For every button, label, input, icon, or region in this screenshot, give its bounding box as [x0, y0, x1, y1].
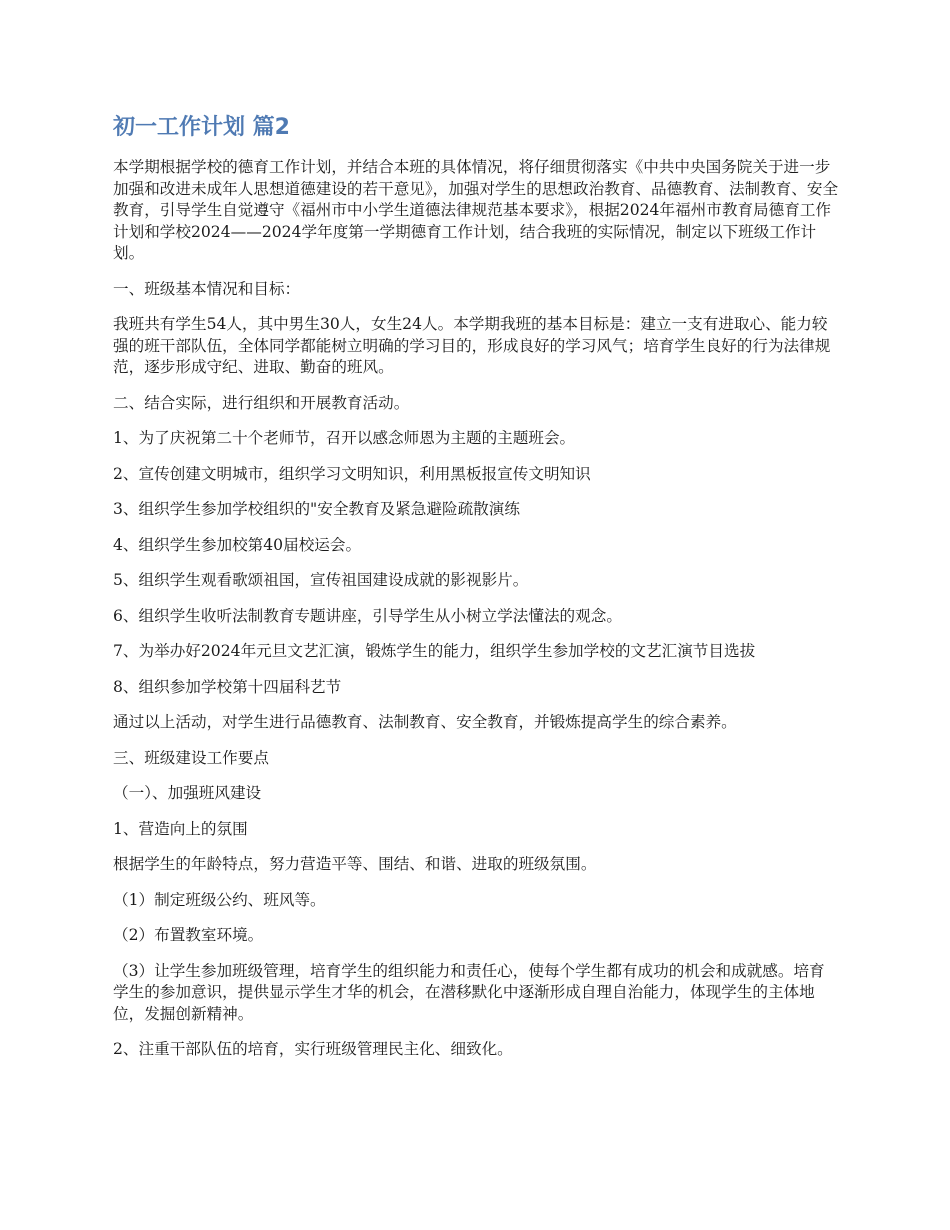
atmosphere-paragraph: 根据学生的年龄特点，努力营造平等、围结、和谐、进取的班级氛围。 — [113, 855, 597, 873]
section-heading-1: 一、班级基本情况和目标： — [113, 279, 301, 298]
class-info-paragraph: 我班共有学生54人，其中男生30人，女生24人。本学期我班的基本目标是：建立一支有进取心、能力较强的班干部队伍，全体同学都能树立明确的学习目的，形成良好的学习风气；培育学生良好的行为法律规范，逐步形成守纪、进取、勤奋的班风。 — [113, 315, 831, 376]
sub-item-3: （3）让学生参加班级管理，培育学生的组织能力和责任心，使每个学生都有成功的机会和成就感。培育学生的参加意识，提供显示学生才华的机会，在潜移默化中逐渐形成自理自治能力，体现学生的主体地位，发掘创新精神。 — [113, 961, 825, 1023]
activity-item-5: 5、组织学生观看歌颂祖国，宣传祖国建设成就的影视影片。 — [113, 571, 529, 589]
activity-summary-paragraph: 通过以上活动，对学生进行品德教育、法制教育、安全教育，并锻炼提高学生的综合素养。 — [113, 713, 737, 731]
activity-item-8: 8、组织参加学校第十四届科艺节 — [113, 677, 342, 696]
activity-item-3: 3、组织学生参加学校组织的"安全教育及紧急避险疏散演练 — [113, 500, 520, 518]
point-heading-1: 1、营造向上的氛围 — [113, 819, 248, 838]
activity-item-7: 7、为举办好2024年元旦文艺汇演，锻炼学生的能力，组织学生参加学校的文艺汇演节目选拔 — [113, 642, 756, 660]
subsection-heading: （一）、加强班风建设 — [113, 784, 262, 802]
intro-paragraph: 本学期根据学校的德育工作计划，并结合本班的具体情况，将仔细贯彻落实《中共中央国务院关于进一步加强和改进未成年人思想道德建设的若干意见》，加强对学生的思想政治教育、品德教育、法制教育、安全教育，引导学生自觉遵守《福州市中小学生道德法律规范基本要求》，根据2024年福州市教育局德育工作计划和学校2024——2024学年度第一学期德育工作计划，结合我班的实际情况，制定以下班级工作计划。 — [113, 158, 839, 262]
sub-item-2: （2）布置教室环境。 — [113, 926, 264, 944]
document-page — [113, 113, 839, 1075]
section-heading-2: 二、结合实际，进行组织和开展教育活动。 — [113, 393, 410, 412]
activity-item-2: 2、宣传创建文明城市，组织学习文明知识，利用黑板报宣传文明知识 — [113, 464, 591, 483]
activity-item-4: 4、组织学生参加校第40届校运会。 — [113, 535, 362, 554]
activity-item-6: 6、组织学生收听法制教育专题讲座，引导学生从小树立学法懂法的观念。 — [113, 606, 622, 625]
sub-item-1: （1）制定班级公约、班风等。 — [113, 890, 326, 909]
section-heading-3: 三、班级建设工作要点 — [113, 748, 269, 767]
document-title: 初一工作计划 篇2 — [113, 115, 290, 140]
point-heading-2: 2、注重干部队伍的培育，实行班级管理民主化、细致化。 — [113, 1040, 513, 1058]
activity-item-1: 1、为了庆祝第二十个老师节，召开以感念师恩为主题的主题班会。 — [113, 429, 576, 447]
